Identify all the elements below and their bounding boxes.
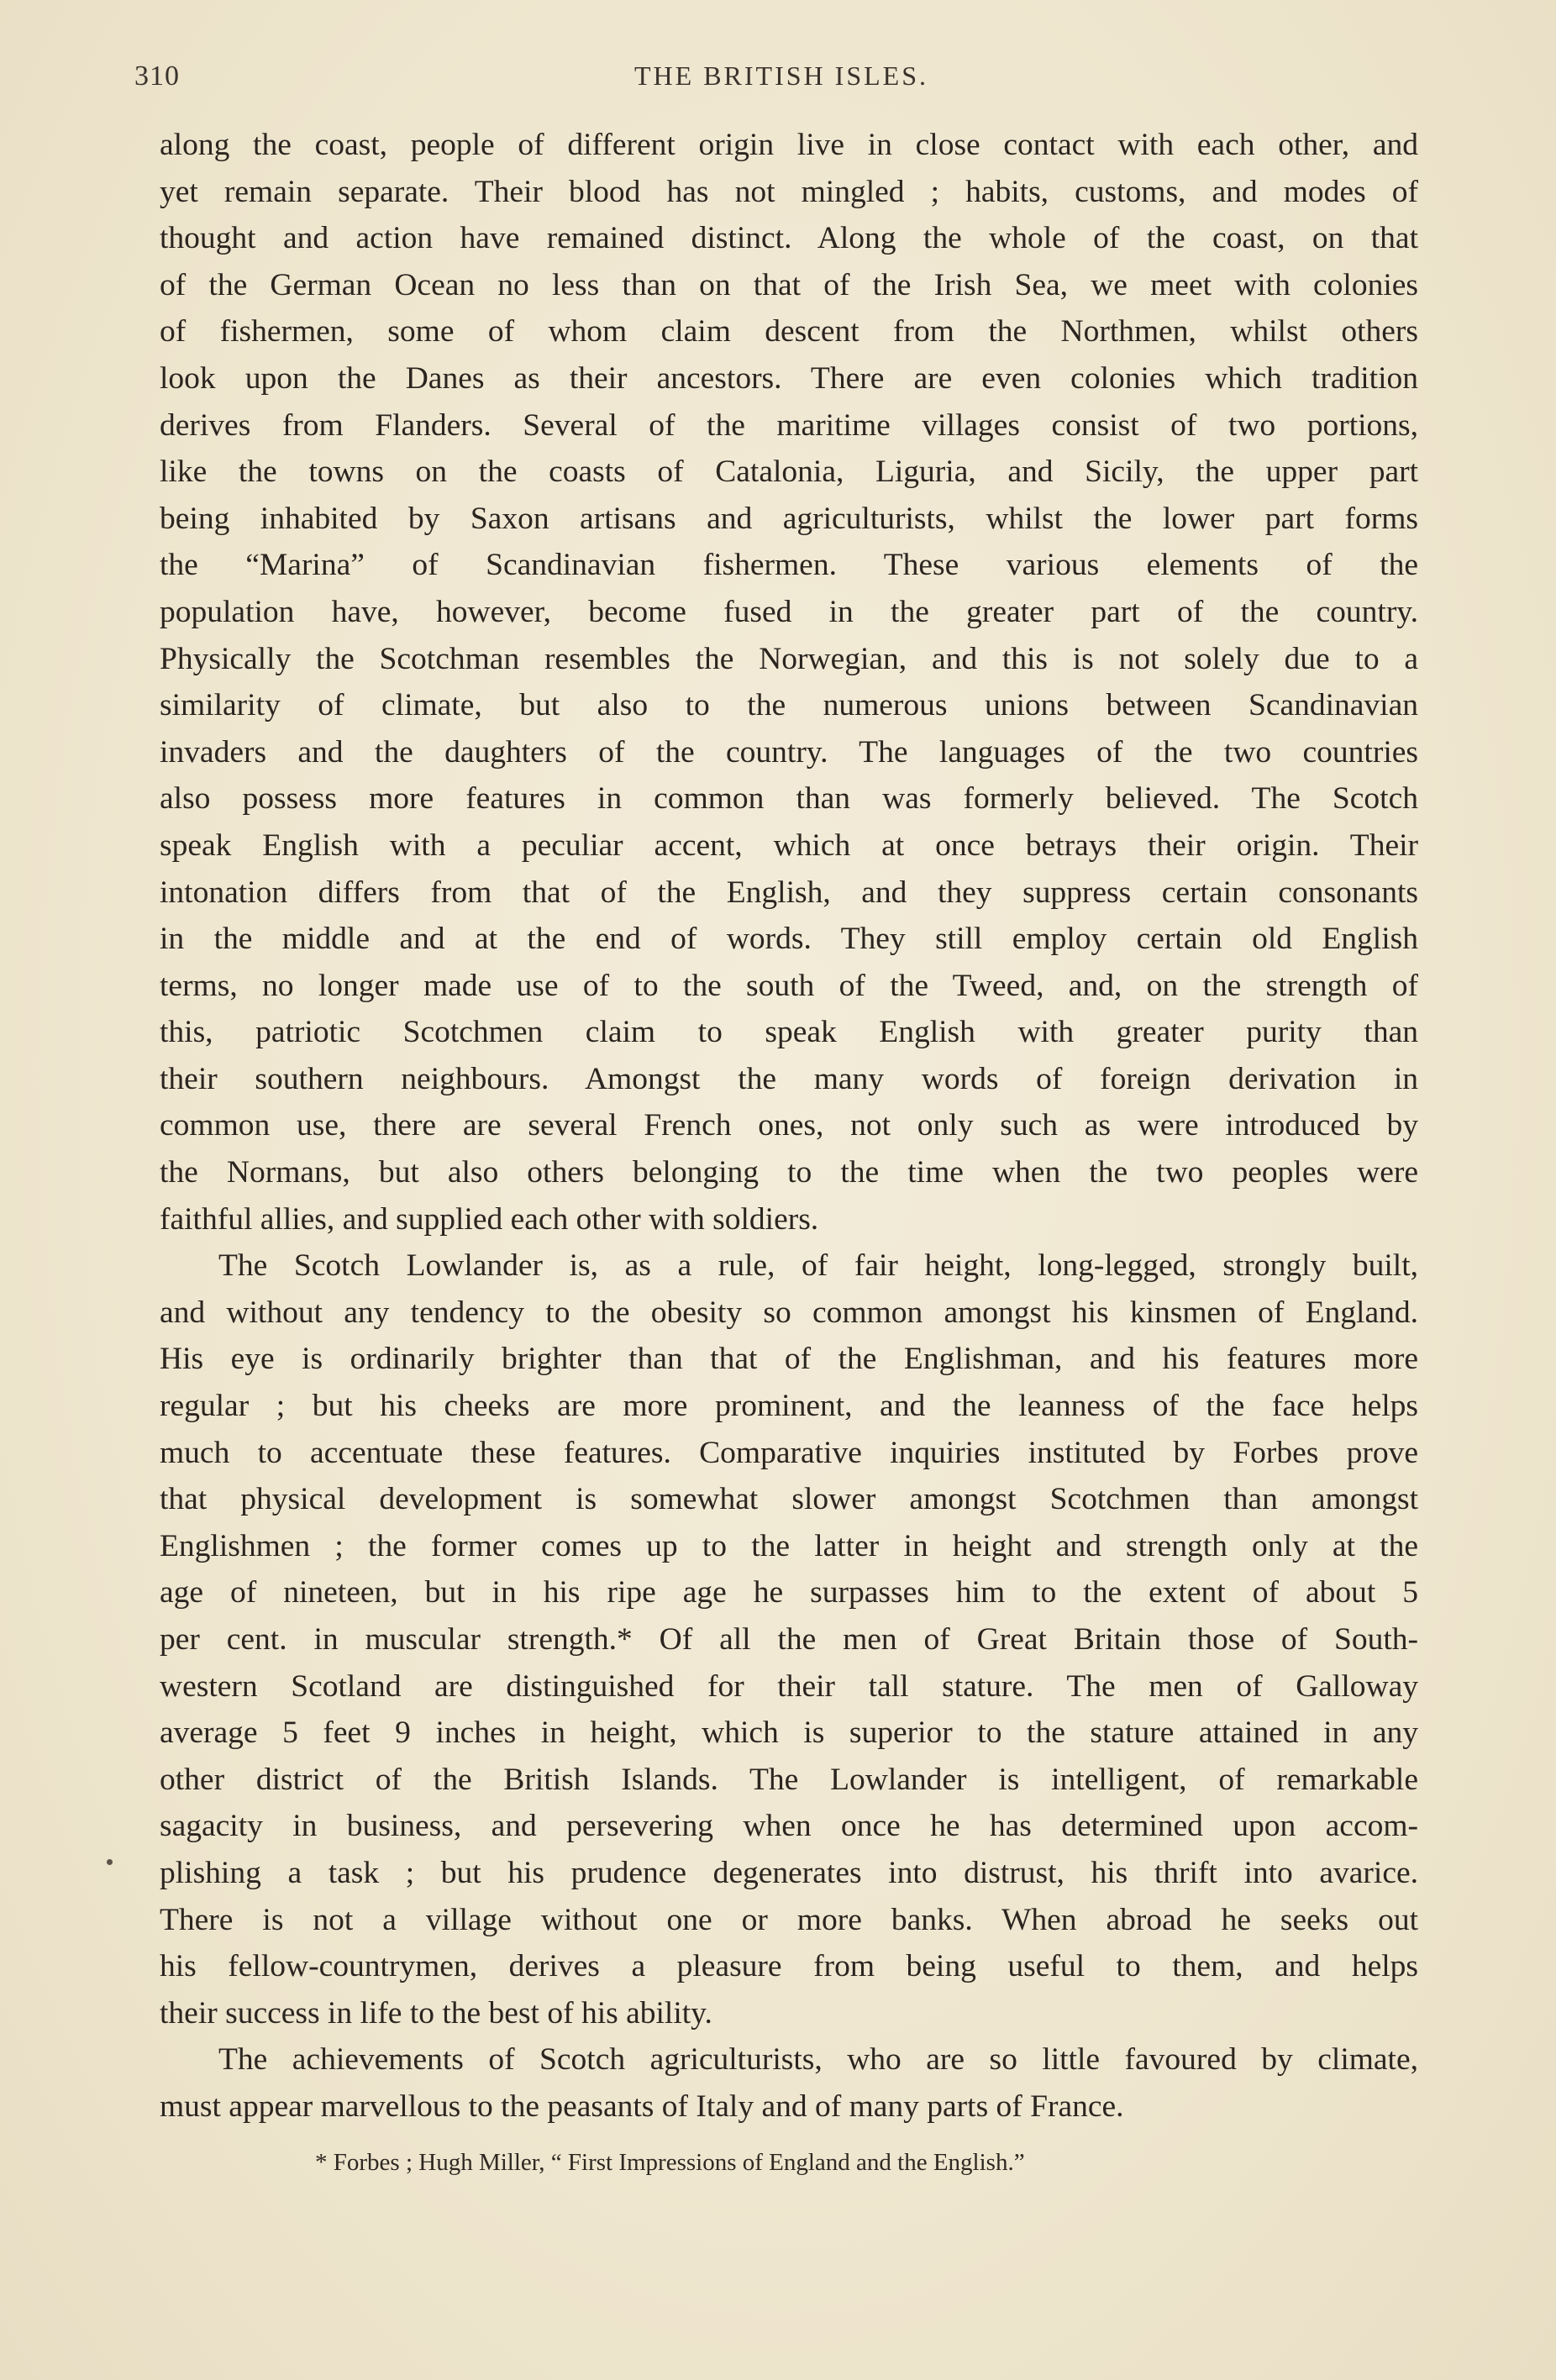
text-line: speak English with a peculiar accent, which at once betrays their origin. Their (160, 827, 1418, 863)
text-line: derives from Flanders. Several of the maritime villages consist of two portions, (160, 407, 1418, 443)
text-line: intonation differs from that of the English, and they suppress certain consonants (160, 875, 1418, 910)
text-line: population have, however, become fused in the greater part of the country. (160, 594, 1418, 629)
text-line: the “Marina” of Scandinavian fishermen. These various elements of the (160, 548, 1418, 583)
page-header (134, 52, 1428, 102)
text-line: age of nineteen, but in his ripe age he surpasses him to the extent of about 5 (160, 1575, 1418, 1610)
text-line: His eye is ordinarily brighter than that of the Englishman, and his features more (160, 1342, 1418, 1377)
text-line: similarity of climate, but also to the numerous unions between Scandinavian (160, 688, 1418, 723)
text-line: the Normans, but also others belonging to the time when the two peoples were (160, 1155, 1418, 1190)
text-line: Physically the Scotchman resembles the Norwegian, and this is not solely due to a (160, 641, 1418, 676)
text-line: of the German Ocean no less than on that of the Irish Sea, we meet with colonies (160, 267, 1418, 302)
text-line: also possess more features in common than was formerly believed. The Scotch (160, 781, 1418, 817)
text-line: common use, there are several French ones, not only such as were introduced by (160, 1108, 1418, 1143)
text-line: and without any tendency to the obesity so common amongst his kinsmen of England. (160, 1295, 1418, 1330)
text-line: their success in life to the best of his ability. (160, 1995, 712, 2031)
text-line: western Scotland are distinguished for their tall stature. The men of Galloway (160, 1668, 1418, 1704)
text-line: of fishermen, some of whom claim descent from the Northmen, whilst others (160, 314, 1418, 349)
text-line: thought and action have remained distinct. Along the whole of the coast, on that (160, 221, 1418, 256)
text-line: their southern neighbours. Amongst the many words of foreign derivation in (160, 1061, 1418, 1096)
text-line: Englishmen ; the former comes up to the latter in height and strength only at the (160, 1528, 1418, 1563)
text-line: faithful allies, and supplied each other with soldiers. (160, 1201, 819, 1237)
text-line: that physical development is somewhat slower amongst Scotchmen than amongst (160, 1482, 1418, 1517)
text-line: look upon the Danes as their ancestors. There are even colonies which tradition (160, 360, 1418, 396)
text-line: terms, no longer made use of to the south of the Tweed, and, on the strength of (160, 968, 1418, 1003)
text-line: must appear marvellous to the peasants of Italy and of many parts of France. (160, 2088, 1124, 2124)
text-line: like the towns on the coasts of Catalonia, Liguria, and Sicily, the upper part (160, 454, 1418, 490)
text-line: other district of the British Islands. The Lowlander is intelligent, of remarkable (160, 1762, 1418, 1797)
text-line: regular ; but his cheeks are more prominent, and the leanness of the face helps (160, 1389, 1418, 1424)
text-line: per cent. in muscular strength.* Of all the men of Great Britain those of South- (160, 1622, 1418, 1657)
text-line: invaders and the daughters of the country. The languages of the two countries (160, 734, 1418, 770)
footnote: * Forbes ; Hugh Miller, “ First Impressions of England and the English.” (315, 2149, 1025, 2176)
text-line: yet remain separate. Their blood has not mingled ; habits, customs, and modes of (160, 174, 1418, 209)
text-line: along the coast, people of different origin live in close contact with each other, and (160, 128, 1418, 162)
page-number: 310 (134, 60, 180, 92)
text-line: his fellow-countrymen, derives a pleasure from being useful to them, and helps (160, 1949, 1418, 1984)
text-line: this, patriotic Scotchmen claim to speak English with greater purity than (160, 1015, 1418, 1050)
margin-dot-mark (107, 1859, 113, 1865)
text-line: sagacity in business, and persevering when once he has determined upon accom- (160, 1809, 1418, 1844)
text-line: in the middle and at the end of words. They still employ certain old English (160, 922, 1418, 957)
text-line: average 5 feet 9 inches in height, which is superior to the stature attained in any (160, 1715, 1418, 1751)
text-line: The Scotch Lowlander is, as a rule, of fair height, long-legged, strongly built, (218, 1248, 1418, 1284)
text-line: The achievements of Scotch agriculturists, who are so little favoured by climate, (218, 2042, 1418, 2078)
paragraph (160, 2036, 1418, 2130)
body-text (160, 122, 1418, 2130)
paragraph (160, 122, 1418, 1243)
paragraph (160, 1243, 1418, 2036)
text-line: being inhabited by Saxon artisans and agriculturists, whilst the lower part forms (160, 501, 1418, 536)
text-line: There is not a village without one or more banks. When abroad he seeks out (160, 1902, 1418, 1937)
text-line: plishing a task ; but his prudence degenerates into distrust, his thrift into avarice. (160, 1855, 1418, 1890)
text-line: much to accentuate these features. Comparative inquiries instituted by Forbes prove (160, 1435, 1418, 1470)
running-title: THE BRITISH ISLES. (634, 60, 928, 91)
